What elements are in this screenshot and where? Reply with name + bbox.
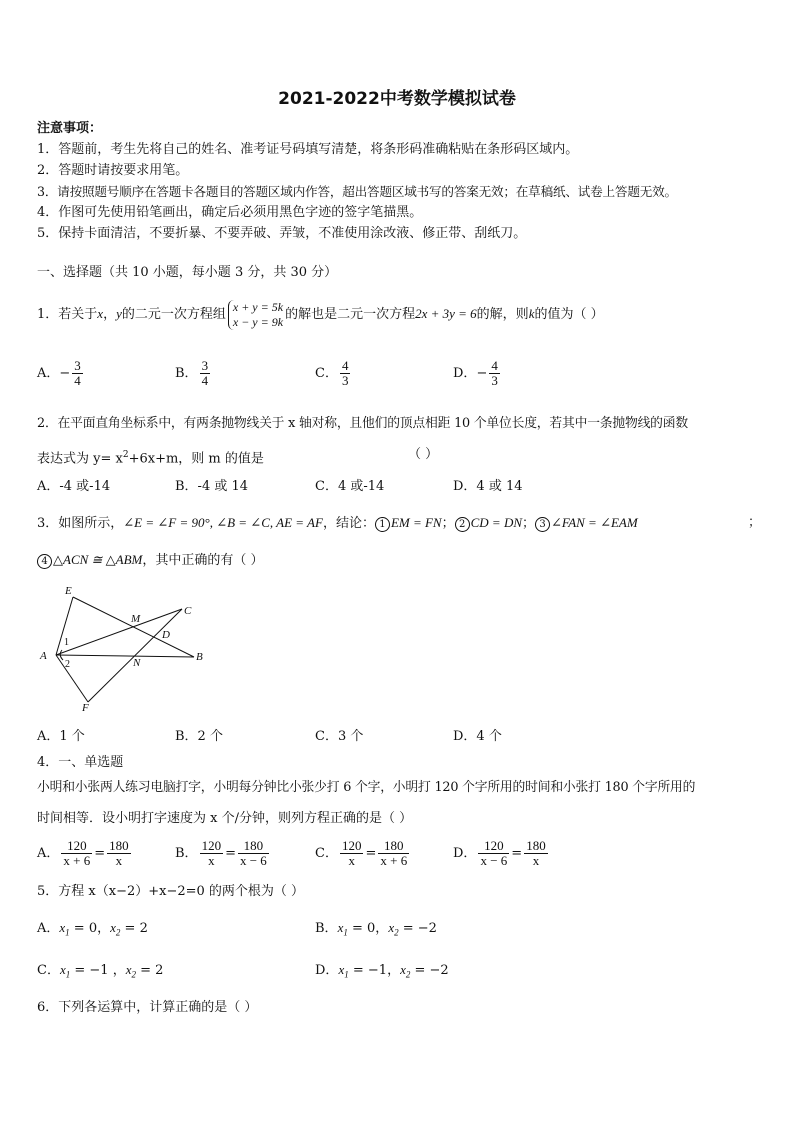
fraction: [72, 359, 83, 388]
option-label: D．: [453, 366, 477, 381]
q2-option-a[interactable]: A．-4 或-14: [37, 479, 111, 494]
question-5-stem: 5．方程 x（x−2）+x−2=0 的两个根为（ ）: [37, 884, 305, 899]
q3-option-b[interactable]: B．2 个: [175, 729, 223, 744]
denominator: 3: [491, 373, 498, 388]
fraction: [340, 839, 364, 868]
segment-ab: [56, 655, 194, 657]
equation-system: [228, 300, 283, 330]
text: 的解，则: [476, 307, 529, 322]
root-2: −2: [429, 963, 449, 978]
option-label: A．: [37, 846, 60, 861]
q5-option-c[interactable]: C．$x_1 = -1$ ，$x_2 = 2$: [37, 962, 164, 980]
text: ，其中正确的有（ ）: [142, 553, 264, 568]
conclusion-4: △ACN ≅ △ABM: [53, 552, 143, 567]
denominator: x + 6: [63, 853, 91, 868]
q5-option-a[interactable]: A．$x_1 = 0$，$x_2 = 2$: [37, 920, 148, 938]
denominator: x: [340, 853, 364, 868]
notice-item: 4．作图可先使用铅笔画出，确定后必须用黑色字迹的签字笔描黑。: [37, 205, 423, 220]
notice-item: 1．答题前，考生先将自己的姓名、准考证号码填写清楚，将条形码准确粘贴在条形码区域内。: [37, 142, 579, 157]
numerator: 180: [109, 838, 129, 853]
q1-option-c[interactable]: [315, 356, 352, 392]
option-label: A．: [37, 921, 60, 936]
root-2: 2: [155, 963, 164, 978]
denominator: x: [107, 853, 131, 868]
option-label: B．: [175, 846, 198, 861]
notice-heading: 注意事项：: [37, 121, 103, 136]
q3-option-a[interactable]: A．1 个: [37, 729, 85, 744]
semicolon: ；: [748, 515, 762, 530]
root-1: 0: [88, 921, 98, 936]
var-k: k: [528, 306, 535, 321]
question-4-line-1: 小明和小张两人练习电脑打字，小明每分钟比小张少打 6 个字，小明打 120 个字所用的时间和小张打 180 个字所用的: [37, 780, 696, 795]
label-a: A: [40, 650, 47, 662]
root-2: 2: [139, 921, 148, 936]
text: 的二元一次方程组: [121, 307, 226, 322]
numerator: 120: [484, 838, 504, 853]
denominator: x − 6: [480, 853, 508, 868]
label-d: D: [162, 629, 170, 641]
notice-item: 2．答题时请按要求用笔。: [37, 163, 189, 178]
option-label: C．: [37, 963, 60, 978]
option-label: D．: [453, 846, 477, 861]
q4-option-b[interactable]: B． $\frac{120}{x}$ = $\frac{180}{x - 6}$: [175, 838, 267, 868]
page-title: 2021-2022中考数学模拟试卷: [278, 89, 516, 109]
geometry-figure: [30, 580, 220, 715]
option-label: C．: [315, 846, 338, 861]
q5-option-d[interactable]: D．$x_1 = -1$，$x_2 = -2$: [315, 962, 449, 980]
fraction: [489, 359, 500, 388]
q3-option-c[interactable]: C．3 个: [315, 729, 364, 744]
fraction: [61, 839, 92, 868]
text: ，结论：: [322, 516, 375, 531]
denominator: 3: [341, 373, 349, 388]
question-6-stem: 6．下列各运算中，计算正确的是（ ）: [37, 1000, 258, 1015]
denominator: x: [524, 853, 548, 868]
text: 1．若关于: [37, 307, 98, 322]
option-label: C．: [315, 366, 338, 381]
q2-option-b[interactable]: B．-4 或 14: [175, 479, 249, 494]
text: +6x+m，则 m 的值是: [128, 451, 264, 467]
q1-option-b[interactable]: [175, 356, 212, 392]
circled-number: 1: [375, 517, 390, 532]
numerator: 4: [491, 358, 498, 373]
q3-option-d[interactable]: D．4 个: [453, 729, 502, 744]
question-3-line-2: [37, 552, 264, 569]
label-e: E: [65, 585, 72, 597]
fraction: [200, 839, 224, 868]
denominator: x: [200, 853, 224, 868]
fraction: [340, 359, 351, 388]
notice-item: 3．请按照题号顺序在答题卡各题目的答题区域内作答，超出答题区域书写的答案无效；在草稿纸、试卷上答题无效。: [37, 184, 677, 199]
question-2-line-1: 2．在平面直角坐标系中，有两条抛物线关于 x 轴对称，且他们的顶点相距 10 个单位长度，若其中一条抛物线的函数: [37, 416, 688, 431]
denominator: x − 6: [239, 853, 267, 868]
numerator: 120: [341, 838, 362, 853]
equation-1: x + y = 5k: [232, 299, 284, 314]
numerator: 180: [384, 838, 404, 853]
label-2: 2: [65, 659, 70, 670]
denominator: 4: [74, 373, 81, 388]
label-n: N: [133, 657, 141, 669]
text: ，: [103, 307, 117, 322]
label-1: 1: [64, 637, 69, 648]
sign: −: [476, 366, 488, 381]
conditions: ∠E = ∠F = 90°, ∠B = ∠C, AE = AF: [123, 515, 323, 530]
root-2: −2: [417, 921, 437, 936]
option-label: A．: [37, 366, 60, 381]
circled-number: 3: [535, 517, 550, 532]
question-3-line-1: [37, 515, 638, 532]
fraction: [200, 359, 211, 388]
conclusion-1: EM = FN: [390, 515, 442, 530]
fraction: [107, 839, 131, 868]
exponent: 2: [122, 450, 129, 460]
question-2-line-2: [37, 447, 264, 467]
label-c: C: [184, 605, 192, 617]
numerator: 4: [341, 358, 349, 373]
numerator: 3: [201, 358, 209, 373]
numerator: 120: [201, 838, 222, 853]
question-4-line-2: 时间相等．设小明打字速度为 x 个/分钟，则列方程正确的是（ ）: [37, 811, 413, 826]
equation: 2x + 3y = 6: [415, 306, 477, 321]
text: 3．如图所示，: [37, 516, 124, 531]
circled-number: 2: [455, 517, 470, 532]
conclusion-2: CD = DN: [470, 515, 523, 530]
text: 表达式为 y= x: [37, 451, 123, 467]
numerator: 3: [74, 358, 81, 373]
denominator: 4: [201, 373, 209, 388]
fraction: [378, 839, 409, 868]
question-2-paren: （ ）: [408, 447, 439, 462]
numerator: 120: [67, 838, 87, 853]
q2-option-d[interactable]: D．4 或 14: [453, 479, 523, 494]
label-m: M: [131, 613, 141, 625]
root-1: −1: [89, 963, 109, 978]
q4-option-d[interactable]: D． $\frac{120}{x - 6}$ = $\frac{180}{x}$: [453, 838, 546, 868]
fraction: [524, 839, 548, 868]
circled-number: 4: [37, 554, 52, 569]
numerator: 180: [243, 838, 264, 853]
label-f: F: [82, 702, 89, 714]
fraction: [478, 839, 509, 868]
denominator: x + 6: [380, 853, 408, 868]
q2-option-c[interactable]: C．4 或-14: [315, 479, 385, 494]
segment-af: [56, 655, 88, 702]
var-y: y: [116, 306, 122, 321]
section-heading: 一、选择题（共 10 小题，每小题 3 分，共 30 分）: [37, 265, 338, 280]
root-1: 0: [367, 921, 376, 936]
question-1-stem: [37, 299, 604, 330]
q4-option-a[interactable]: A． $\frac{120}{x + 6}$ = $\frac{180}{x}$: [37, 838, 129, 868]
option-label: B．: [315, 921, 338, 936]
equation-2: x − y = 9k: [232, 314, 284, 329]
sign: −: [59, 366, 71, 381]
numerator: 180: [526, 838, 546, 853]
var-x: x: [97, 306, 104, 321]
q5-option-b[interactable]: B．$x_1 = 0$，$x_2 = -2$: [315, 920, 437, 938]
text: ；: [522, 516, 536, 531]
option-label: D．: [315, 963, 339, 978]
text: 的值为（ ）: [534, 307, 604, 322]
question-4-heading: 4．一、单选题: [37, 755, 124, 770]
fraction: [238, 839, 269, 868]
root-1: −1: [367, 963, 388, 978]
text: ；: [441, 516, 455, 531]
q1-option-d[interactable]: [453, 356, 502, 392]
option-label: B．: [175, 366, 198, 381]
conclusion-3: ∠FAN = ∠EAM: [551, 515, 638, 530]
q4-option-c[interactable]: C． $\frac{120}{x}$ = $\frac{180}{x + 6}$: [315, 838, 408, 868]
label-b: B: [196, 651, 203, 663]
text: 的解也是二元一次方程: [285, 307, 416, 322]
q1-option-a[interactable]: [37, 356, 85, 392]
notice-item: 5．保持卡面清洁，不要折暴、不要弄破、弄皱，不准使用涂改液、修正带、刮纸刀。: [37, 226, 527, 241]
